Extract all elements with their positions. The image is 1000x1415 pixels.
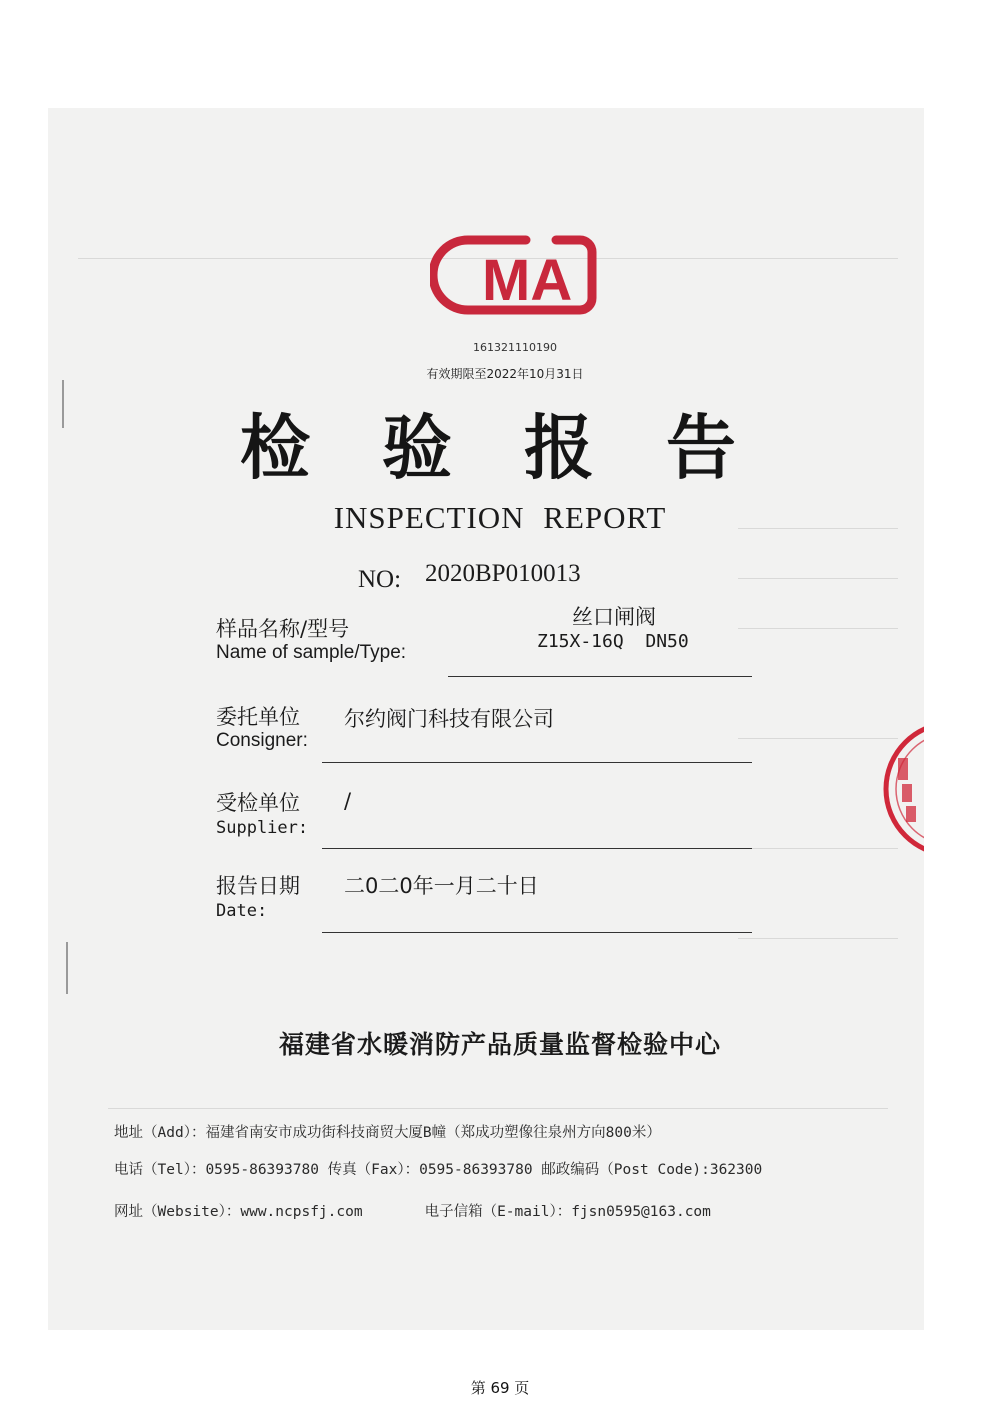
- contact-website: 网址（Website）：www.ncpsfj.com: [114, 1204, 363, 1220]
- title-english: INSPECTION REPORT: [333, 500, 667, 535]
- page-number: 第 69 页: [470, 1379, 530, 1397]
- sample-label-cn: 样品名称/型号: [216, 617, 350, 641]
- cma-logo: [430, 232, 600, 318]
- bleed-through-line: [738, 628, 898, 629]
- cma-ma-text: MA: [482, 248, 573, 313]
- red-seal-stamp: [880, 718, 924, 860]
- supplier-label-en: Supplier:: [216, 818, 309, 838]
- contact-web-email: [114, 1200, 711, 1221]
- consigner-label-cn: 委托单位: [216, 705, 300, 729]
- bleed-through-line: [738, 578, 898, 579]
- sample-type-value: Z15X-16Q DN50: [537, 631, 689, 652]
- date-label-cn: 报告日期: [216, 874, 300, 898]
- report-no-label: NO:: [358, 566, 402, 593]
- binding-mark: [66, 942, 68, 994]
- bleed-through-line: [738, 938, 898, 939]
- supplier-label-cn: 受检单位: [216, 791, 300, 815]
- binding-mark: [62, 380, 64, 428]
- supplier-value: /: [344, 789, 352, 813]
- date-value: 二0二0年一月二十日: [344, 874, 539, 898]
- bleed-through-line: [738, 848, 898, 849]
- cma-validity: 有效期限至2022年10月31日: [426, 367, 584, 381]
- sample-label-en: Name of sample/Type:: [216, 642, 407, 663]
- report-no-value: 2020BP010013: [425, 560, 581, 587]
- title-chinese: 检验报告: [240, 407, 808, 489]
- supplier-underline: [322, 848, 752, 849]
- contact-email: 电子信箱（E-mail）：fjsn0595@163.com: [424, 1204, 711, 1220]
- sample-name-value: 丝口闸阀: [572, 605, 656, 629]
- contact-phone-fax: 电话（Tel）：0595-86393780 传真（Fax）：0595-86393780 邮政编码（Post Code):362300: [114, 1162, 763, 1178]
- cma-cert-number: 161321110190: [473, 341, 557, 354]
- consigner-underline: [322, 762, 752, 763]
- sample-underline: [448, 676, 752, 677]
- contact-address: 地址（Add）：福建省南安市成功街科技商贸大厦B幢（郑成功塑像往泉州方向800米）: [114, 1125, 661, 1141]
- date-label-en: Date:: [216, 901, 268, 921]
- bleed-through-line: [738, 738, 898, 739]
- date-underline: [322, 932, 752, 933]
- bleed-through-line: [108, 1108, 888, 1109]
- consigner-label-en: Consigner:: [216, 730, 308, 751]
- issuing-organization: 福建省水暖消防产品质量监督检验中心: [278, 1030, 721, 1059]
- consigner-value: 尔约阀门科技有限公司: [344, 707, 554, 731]
